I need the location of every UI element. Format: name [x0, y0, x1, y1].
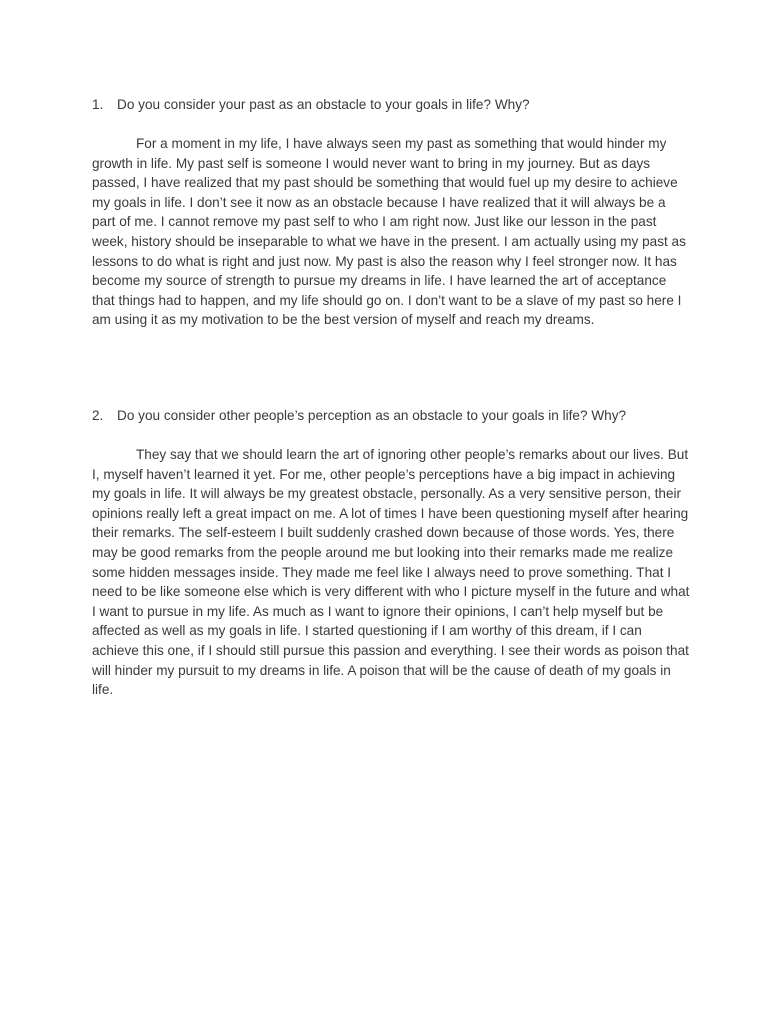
- question-1: [92, 95, 692, 115]
- question-2: [92, 406, 692, 426]
- question-2-number: 2.: [92, 408, 104, 423]
- question-1-number: 1.: [92, 97, 104, 112]
- question-1-text: Do you consider your past as an obstacle to your goals in life? Why?: [117, 97, 530, 112]
- question-2-text: Do you consider other people’s perception as an obstacle to your goals in life? Why?: [117, 408, 627, 423]
- answer-2: They say that we should learn the art of ignoring other people’s remarks about our lives. But I, myself haven’t learned it yet. For me, other people’s perceptions have a big impact in achieving my goals in life. It will always be my greatest obstacle, personally. As a very sensitive person, their opinions really left a great impact on me. A lot of times I have been questioning myself after hearing their remarks. The self-esteem I built suddenly crashed down because of those words. Yes, there may be good remarks from the people around me but looking into their remarks made me realize some hidden messages inside. They made me feel like I always need to prove something. That I need to be like someone else which is very different with who I picture myself in the future and what I want to pursue in my life. As much as I want to ignore their opinions, I can’t help myself but be affected as well as my goals in life. I started questioning if I am worthy of this dream, if I can achieve this one, if I should still pursue this passion and everything. I see their words as poison that will hinder my pursuit to my dreams in life. A poison that will be the cause of death of my goals in life.: [92, 447, 690, 698]
- answer-1: For a moment in my life, I have always seen my past as something that would hinder my growth in life. My past self is someone I would never want to bring in my journey. But as days passed, I have realized that my past should be something that would fuel up my desire to achieve my goals in life. I don’t see it now as an obstacle because I have realized that it will always be a part of me. I cannot remove my past self to who I am right now. Just like our lesson in the past week, history should be inseparable to what we have in the present. I am actually using my past as lessons to do what is right and just now. My past is also the reason why I feel stronger now. It has become my source of strength to pursue my dreams in life. I have learned the art of acceptance that things had to happen, and my life should go on. I don’t want to be a slave of my past so here I am using it as my motivation to be the best version of myself and reach my dreams.: [92, 136, 686, 328]
